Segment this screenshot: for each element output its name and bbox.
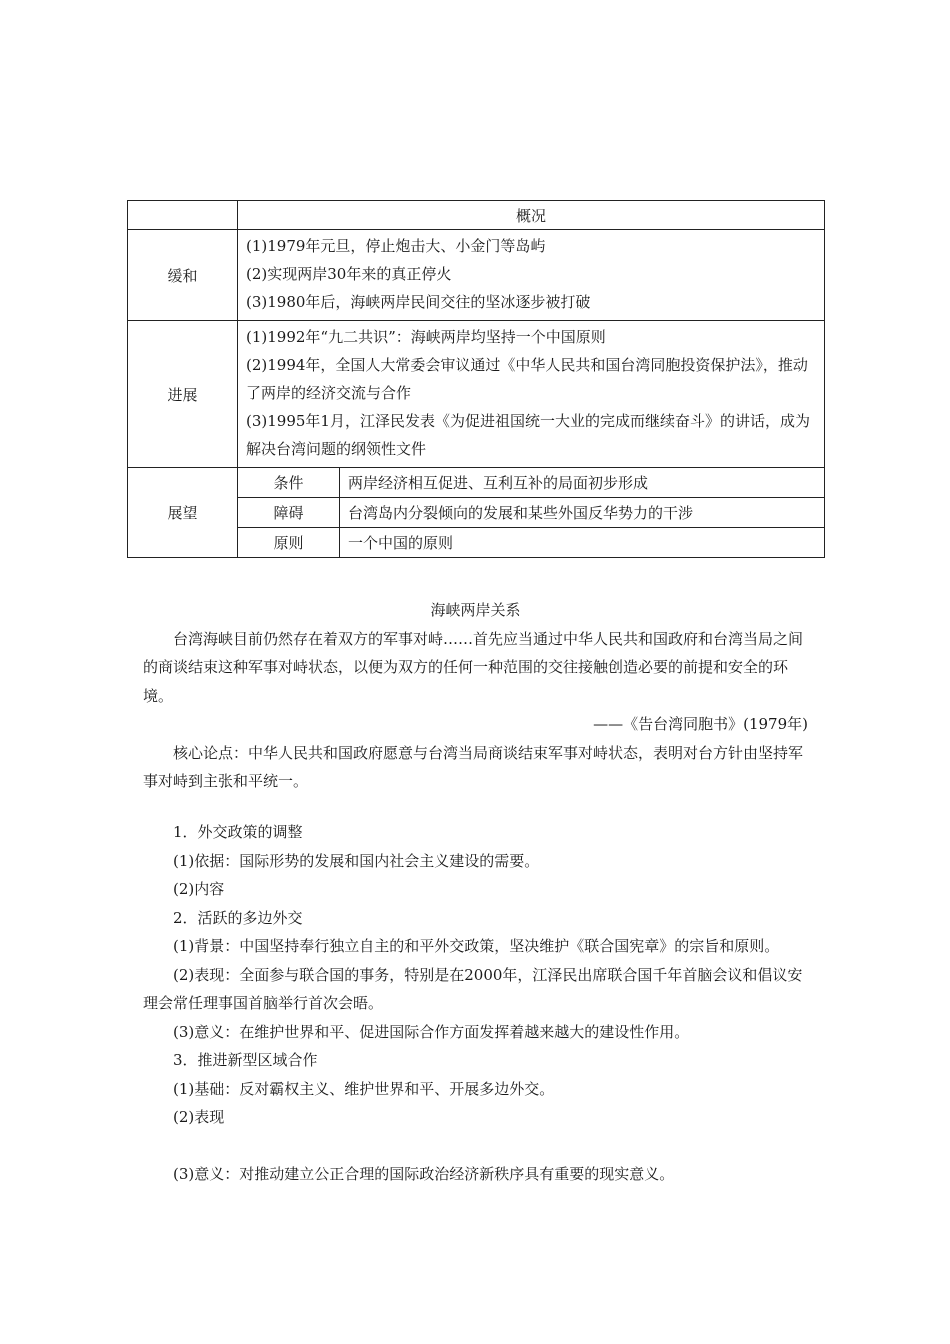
outline-item: (2)表现: [173, 1108, 225, 1126]
outlook-key: 条件: [238, 468, 340, 498]
table-row-outlook-condition: [128, 468, 825, 498]
relax-line: (2)实现两岸30年来的真正停火: [246, 265, 452, 283]
table-row-progress: [128, 321, 825, 468]
row-label-progress: 进展: [128, 321, 238, 468]
outlook-value: 一个中国的原则: [340, 528, 825, 558]
outline-item: (3)意义：对推动建立公正合理的国际政治经济新秩序具有重要的现实意义。: [173, 1164, 675, 1183]
progress-content: [238, 321, 825, 468]
outline-item: (1)依据：国际形势的发展和国内社会主义建设的需要。: [173, 851, 540, 870]
outlook-key: 障碍: [238, 498, 340, 528]
section-title: 海峡两岸关系: [430, 601, 521, 619]
progress-line: (2)1994年，全国人大常委会审议通过《中华人民共和国台湾同胞投资保护法》，推动了两岸的经济交流与合作: [246, 356, 808, 402]
outline-section: [143, 818, 808, 1188]
table-row-relax: [128, 230, 825, 321]
relax-line: (3)1980年后，海峡两岸民间交往的坚冰逐步被打破: [246, 293, 591, 311]
row-label-outlook: 展望: [128, 468, 238, 558]
progress-line: (3)1995年1月，江泽民发表《为促进祖国统一大业的完成而继续奋斗》的讲话，成为解决台湾问题的纲领性文件: [246, 412, 810, 458]
relax-line: (1)1979年元旦，停止炮击大、小金门等岛屿: [246, 237, 546, 255]
progress-line: (1)1992年“九二共识”：海峡两岸均坚持一个中国原则: [246, 328, 606, 346]
outline-item: (3)意义：在维护世界和平、促进国际合作方面发挥着越来越大的建设性作用。: [173, 1022, 690, 1041]
outline-item: (2)内容: [173, 880, 225, 898]
quote-paragraph: 台湾海峡目前仍然存在着双方的军事对峙……首先应当通过中华人民共和国政府和台湾当局之间的商谈结束这种军事对峙状态，以便为双方的任何一种范围的交往接触创造必要的前提和安全的环境。: [143, 629, 804, 705]
relax-content: [238, 230, 825, 321]
overview-table: [127, 200, 825, 558]
heading-regional-cooperation: 3．推进新型区域合作: [173, 1051, 318, 1069]
table-corner-cell: [128, 201, 238, 230]
outlook-key: 原则: [238, 528, 340, 558]
outlook-value: 台湾岛内分裂倾向的发展和某些外国反华势力的干涉: [340, 498, 825, 528]
row-label-relax: 缓和: [128, 230, 238, 321]
outline-item: (2)表现：全面参与联合国的事务，特别是在2000年，江泽民出席联合国千年首脑会议和倡议安理会常任理事国首脑举行首次会晤。: [143, 965, 803, 1012]
heading-diplomacy-adjustment: 1．外交政策的调整: [173, 823, 303, 841]
table-header-overview: 概况: [238, 201, 825, 230]
table-header-row: [128, 201, 825, 230]
outline-item: (1)背景：中国坚持奉行独立自主的和平外交政策，坚决维护《联合国宪章》的宗旨和原则。: [173, 937, 780, 955]
outlook-value: 两岸经济相互促进、互利互补的局面初步形成: [340, 468, 825, 498]
quote-source: ——《告台湾同胞书》(1979年): [593, 715, 808, 733]
core-argument: 核心论点：中华人民共和国政府愿意与台湾当局商谈结束军事对峙状态，表明对台方针由坚持军事对峙到主张和平统一。: [143, 743, 804, 790]
outline-item: (1)基础：反对霸权主义、维护世界和平、开展多边外交。: [173, 1079, 555, 1098]
heading-multilateral-diplomacy: 2．活跃的多边外交: [173, 908, 303, 927]
cross-strait-section: [143, 596, 808, 796]
